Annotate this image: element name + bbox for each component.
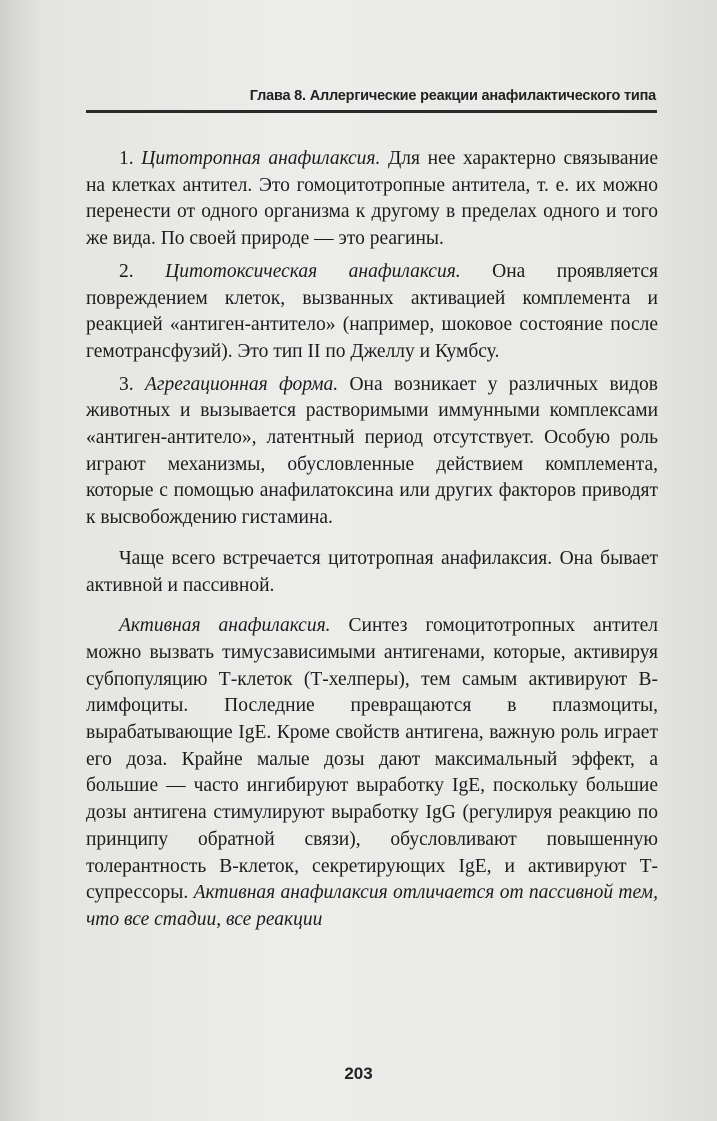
term-italic: Агрегационная форма. xyxy=(144,373,339,395)
paragraph-aggregation xyxy=(86,372,658,532)
paragraph-text: Чаще всего встречается цитотропная анафилаксия. Она бывает активной и пассивной. xyxy=(86,547,658,596)
running-header: Глава 8. Аллергические реакции анафилактического типа xyxy=(249,88,656,104)
header-rule xyxy=(86,110,657,113)
paragraph-text: Она возникает у различных видов животных и вызывается растворимыми иммунными комплексами «антиген-антитело», латентный период отсутствует. Особую роль играют механизмы, обусловленные действием комплемента, которые с помощью анафилатоксина или других факторов приводят к высвобождению гистамина. xyxy=(86,373,658,529)
paragraph-text: Для нее характерно связывание на клетках антител. Это гомоцитотропные антитела, т. е. их можно перенести от одного организма к другому в пределах одного и того же вида. По своей природе — это реагины. xyxy=(86,148,659,250)
page-number: 203 xyxy=(344,1064,373,1083)
paragraph-summary xyxy=(86,546,658,599)
paragraph-text: Синтез гомоцитотропных антител можно вызвать тимусзависимыми антигенами, которые, активируя субпопуляцию Т-клеток (Т-хелперы), тем самым активируют В-лимфоциты. Последние превращаются в плазмоциты, вырабатывающие IgE. Кроме свойств антигена, важную роль играет его доза. Крайне малые дозы дают максимальный эффект, а большие — часто ингибируют выработку IgE, поскольку большие дозы антигена стимулируют выработку IgG (регулируя реакцию по принципу обратной связи), обусловливают повышенную толерантность В-клеток, секретирующих IgE, и активируют Т-супрессоры. xyxy=(86,615,659,904)
paragraph-text: Она проявляется повреждением клеток, вызванных активацией комплемента и реакцией «антиген-антитело» (например, шоковое состояние после гемотрансфузий). Это тип II по Джеллу и Кумбсу. xyxy=(86,260,658,362)
paragraph-cytotoxic xyxy=(86,259,658,366)
paragraph-active-anaphylaxis xyxy=(86,613,658,933)
emphasis-italic: Активная анафилаксия отличается от пассивной тем, что все стадии, все реакции xyxy=(86,882,659,930)
term-italic: Активная анафилаксия. xyxy=(119,615,331,637)
body-text xyxy=(86,146,658,934)
paragraph-number: 1. xyxy=(119,148,142,169)
paragraph-number: 3. xyxy=(119,373,145,395)
paragraph-cytotropic xyxy=(86,146,658,253)
paragraph-number: 2. xyxy=(119,260,166,282)
term-italic: Цитотоксическая анафилаксия. xyxy=(165,260,461,282)
term-italic: Цитотропная анафилаксия. xyxy=(141,148,381,169)
